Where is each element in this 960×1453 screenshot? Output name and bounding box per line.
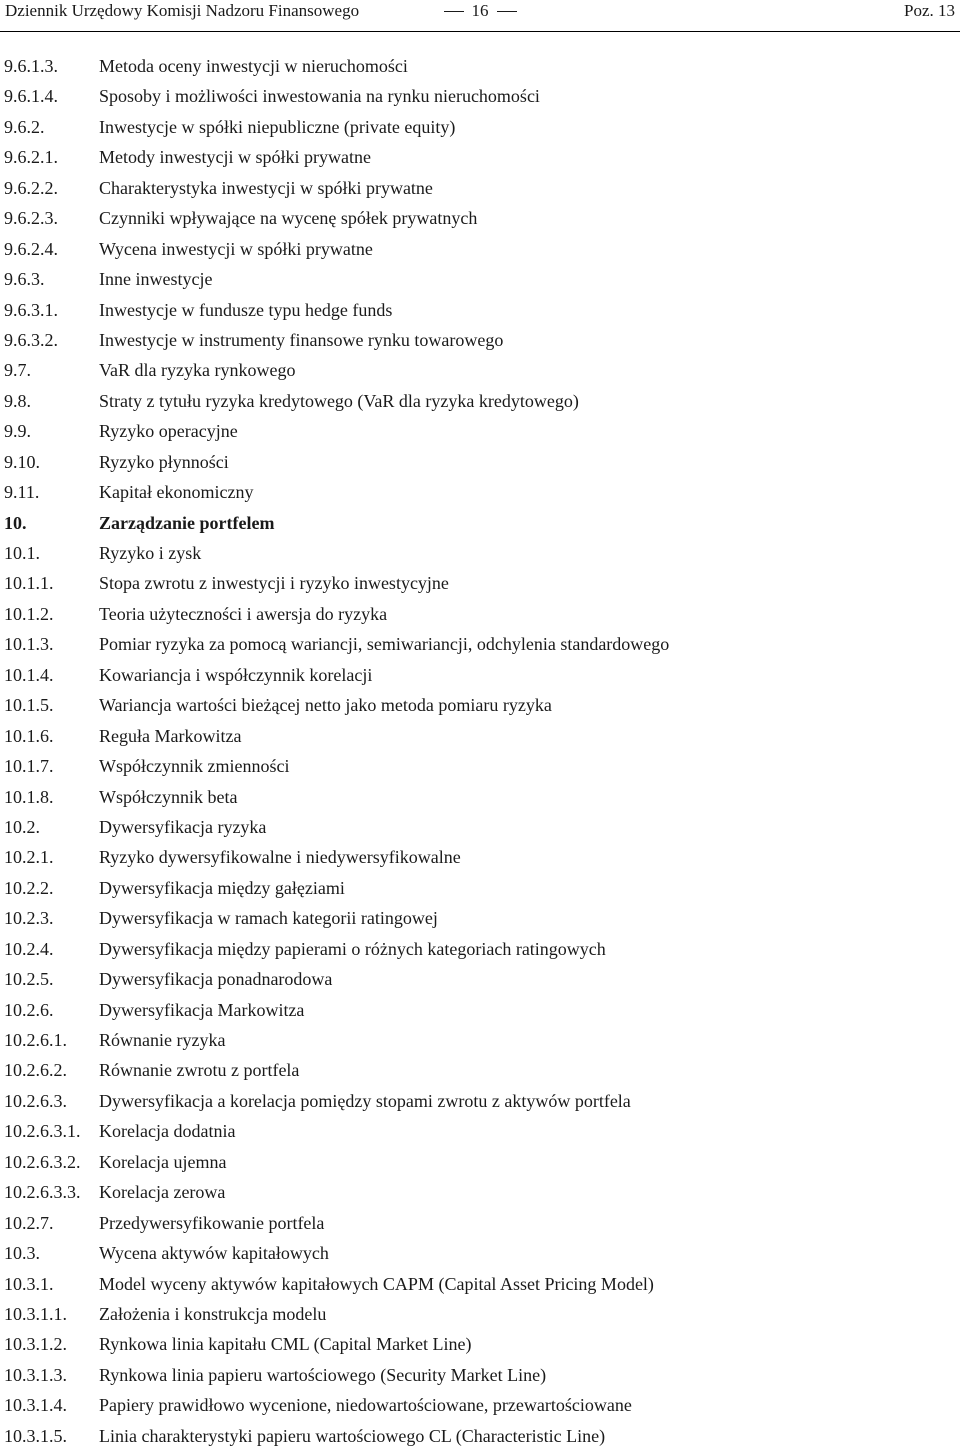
toc-entry-title: Założenia i konstrukcja modelu	[99, 1303, 327, 1324]
toc-entry-title: Ryzyko operacyjne	[99, 421, 238, 442]
toc-entry-number: 9.6.1.3.	[4, 56, 58, 76]
toc-entry-title: Czynniki wpływające na wycenę spółek prywatnych	[99, 208, 478, 229]
toc-entry-title: Rynkowa linia papieru wartościowego (Security Market Line)	[99, 1364, 547, 1385]
toc-entry	[0, 1027, 960, 1057]
toc-entry-number: 9.6.2.2.	[4, 177, 58, 198]
page-header	[0, 0, 960, 32]
toc-entry-title: Pomiar ryzyka za pomocą wariancji, semiwariancji, odchylenia standardowego	[99, 634, 670, 655]
toc-entry	[0, 479, 960, 509]
toc-entry-title: Ryzyko i zysk	[99, 543, 202, 563]
toc-entry	[0, 175, 960, 205]
toc-entry	[0, 905, 960, 935]
toc-entry	[0, 449, 960, 479]
toc-entry	[0, 997, 960, 1027]
toc-entry-number: 9.10.	[4, 451, 40, 472]
toc-entry	[0, 570, 960, 600]
toc-entry-title: Równanie ryzyka	[99, 1030, 226, 1050]
toc-entry-number: 10.3.	[4, 1243, 40, 1264]
toc-entry-number: 10.2.1.	[4, 847, 54, 868]
toc-entry	[0, 418, 960, 448]
toc-entry-number: 10.1.7.	[4, 756, 54, 777]
toc-entry-number: 10.3.1.5.	[4, 1425, 67, 1446]
toc-entry-number: 10.1.6.	[4, 725, 54, 746]
toc-entry-title: VaR dla ryzyka rynkowego	[99, 360, 296, 381]
toc-entry-title: Reguła Markowitza	[99, 725, 242, 746]
toc-entry	[0, 875, 960, 905]
toc-entry	[0, 784, 960, 814]
toc-entry-number: 10.2.6.	[4, 999, 54, 1020]
toc-entry-title: Rynkowa linia kapitału CML (Capital Market Line)	[99, 1334, 472, 1355]
toc-entry	[0, 205, 960, 235]
toc-entry	[0, 1271, 960, 1301]
toc-entry	[0, 753, 960, 783]
toc-entry-number: 10.2.6.3.	[4, 1090, 67, 1111]
toc-entry-number: 9.6.2.	[4, 116, 45, 137]
toc-entry-title: Korelacja zerowa	[99, 1182, 226, 1203]
toc-entry-number: 10.3.1.3.	[4, 1364, 67, 1385]
toc-entry-title: Metoda oceny inwestycji w nieruchomości	[99, 56, 408, 76]
table-of-contents	[0, 53, 960, 1453]
toc-entry-title: Współczynnik beta	[99, 786, 238, 807]
toc-entry-number: 10.2.3.	[4, 908, 54, 929]
toc-entry-number: 10.2.6.1.	[4, 1030, 67, 1050]
toc-entry-number: 9.8.	[4, 390, 31, 411]
toc-entry-number: 10.3.1.2.	[4, 1334, 67, 1355]
toc-entry-title: Inwestycje w instrumenty finansowe rynku towarowego	[99, 329, 504, 350]
toc-entry-number: 10.2.7.	[4, 1212, 54, 1233]
toc-entry-title: Kapitał ekonomiczny	[99, 482, 254, 503]
page-number-dash-right	[497, 11, 517, 12]
toc-entry-number: 10.2.2.	[4, 877, 54, 898]
toc-entry-number: 9.6.2.3.	[4, 208, 58, 229]
toc-entry-number: 10.2.6.2.	[4, 1060, 67, 1081]
toc-entry-number: 9.6.2.4.	[4, 238, 58, 259]
toc-entry	[0, 1240, 960, 1270]
toc-entry-title: Charakterystyka inwestycji w spółki prywatne	[99, 177, 433, 198]
toc-entry-title: Inwestycje w spółki niepubliczne (private equity)	[99, 116, 456, 137]
toc-entry-title: Wycena inwestycji w spółki prywatne	[99, 238, 373, 259]
position-number: Poz. 13	[904, 1, 955, 20]
toc-entry	[0, 297, 960, 327]
toc-entry	[0, 1423, 960, 1453]
toc-entry-number: 9.6.3.2.	[4, 329, 58, 350]
header-divider	[0, 31, 960, 32]
toc-entry-number: 10.1.8.	[4, 786, 54, 807]
toc-entry	[0, 1057, 960, 1087]
toc-entry	[0, 540, 960, 570]
toc-entry-number: 10.1.3.	[4, 634, 54, 655]
toc-entry-number: 10.2.6.3.3.	[4, 1182, 81, 1203]
toc-entry-title: Korelacja ujemna	[99, 1151, 227, 1172]
toc-entry-number: 10.1.5.	[4, 695, 54, 716]
toc-entry-title: Dywersyfikacja między gałęziami	[99, 877, 345, 898]
toc-entry-title: Kowariancja i współczynnik korelacji	[99, 664, 373, 685]
toc-entry-number: 9.6.3.1.	[4, 299, 58, 320]
toc-entry	[0, 936, 960, 966]
toc-entry-title: Wycena aktywów kapitałowych	[99, 1243, 329, 1264]
toc-entry-title: Dywersyfikacja a korelacja pomiędzy stopami zwrotu z aktywów portfela	[99, 1090, 631, 1111]
toc-entry	[0, 814, 960, 844]
toc-entry-title: Wariancja wartości bieżącej netto jako metoda pomiaru ryzyka	[99, 695, 552, 716]
toc-entry-title: Straty z tytułu ryzyka kredytowego (VaR dla ryzyka kredytowego)	[99, 390, 579, 411]
toc-entry-title: Współczynnik zmienności	[99, 756, 290, 777]
page-number-dash-left	[444, 11, 464, 12]
toc-entry-title: Teoria użyteczności i awersja do ryzyka	[99, 603, 388, 624]
toc-entry-number: 9.6.3.	[4, 269, 45, 290]
toc-entry	[0, 236, 960, 266]
toc-entry-title: Dywersyfikacja Markowitza	[99, 999, 305, 1020]
toc-entry-number: 9.6.2.1.	[4, 147, 58, 168]
toc-entry	[0, 662, 960, 692]
toc-entry-title: Dywersyfikacja w ramach kategorii ratingowej	[99, 908, 438, 929]
toc-entry	[0, 844, 960, 874]
toc-entry-number: 9.6.1.4.	[4, 86, 58, 107]
toc-entry	[0, 388, 960, 418]
toc-entry-number: 10.2.4.	[4, 938, 54, 959]
toc-entry	[0, 692, 960, 722]
toc-entry-number: 10.2.6.3.2.	[4, 1151, 81, 1172]
toc-entry-number: 10.1.1.	[4, 573, 54, 594]
toc-entry	[0, 357, 960, 387]
toc-entry-number: 10.3.1.1.	[4, 1303, 67, 1324]
toc-entry	[0, 723, 960, 753]
toc-entry	[0, 114, 960, 144]
toc-entry	[0, 1088, 960, 1118]
toc-entry	[0, 1210, 960, 1240]
toc-entry-title: Dywersyfikacja ponadnarodowa	[99, 969, 333, 990]
toc-entry-title: Zarządzanie portfelem	[99, 512, 275, 533]
toc-entry	[0, 1362, 960, 1392]
toc-entry-title: Korelacja dodatnia	[99, 1121, 236, 1142]
toc-entry-title: Inwestycje w fundusze typu hedge funds	[99, 299, 393, 320]
toc-entry	[0, 1301, 960, 1331]
toc-entry	[0, 1149, 960, 1179]
toc-entry	[0, 601, 960, 631]
toc-entry	[0, 83, 960, 113]
toc-entry-title: Ryzyko dywersyfikowalne i niedywersyfikowalne	[99, 847, 461, 868]
toc-entry	[0, 1392, 960, 1422]
toc-entry	[0, 53, 960, 83]
journal-title: Dziennik Urzędowy Komisji Nadzoru Finansowego	[5, 1, 360, 20]
toc-entry	[0, 327, 960, 357]
toc-entry-number: 10.3.1.	[4, 1273, 54, 1294]
toc-entry-title: Linia charakterystyki papieru wartościowego CL (Characteristic Line)	[99, 1425, 606, 1446]
toc-entry-number: 9.9.	[4, 421, 31, 442]
toc-entry	[0, 266, 960, 296]
toc-entry	[0, 631, 960, 661]
toc-entry	[0, 966, 960, 996]
toc-entry-number: 10.2.	[4, 816, 40, 837]
toc-entry-title: Papiery prawidłowo wycenione, niedowartościowane, przewartościowane	[99, 1395, 632, 1416]
toc-entry-number: 10.1.4.	[4, 664, 54, 685]
toc-entry-number: 10.1.	[4, 543, 40, 563]
toc-entry-title: Stopa zwrotu z inwestycji i ryzyko inwestycyjne	[99, 573, 449, 594]
page-number-text: 16	[471, 1, 489, 20]
toc-entry-number: 9.11.	[4, 482, 40, 503]
toc-entry-title: Dywersyfikacja ryzyka	[99, 816, 267, 837]
toc-entry	[0, 1179, 960, 1209]
toc-entry	[0, 510, 960, 540]
toc-entry-title: Przedywersyfikowanie portfela	[99, 1212, 325, 1233]
toc-entry-number: 10.	[4, 512, 27, 533]
toc-entry-number: 10.2.5.	[4, 969, 54, 990]
toc-entry-number: 9.7.	[4, 360, 31, 381]
toc-entry-title: Inne inwestycje	[99, 269, 213, 290]
toc-entry	[0, 144, 960, 174]
toc-entry-title: Metody inwestycji w spółki prywatne	[99, 147, 371, 168]
toc-entry-title: Model wyceny aktywów kapitałowych CAPM (Capital Asset Pricing Model)	[99, 1273, 654, 1294]
toc-entry-title: Dywersyfikacja między papierami o różnych kategoriach ratingowych	[99, 938, 606, 959]
toc-entry-number: 10.3.1.4.	[4, 1395, 67, 1416]
toc-entry	[0, 1331, 960, 1361]
toc-entry-title: Równanie zwrotu z portfela	[99, 1060, 300, 1081]
toc-entry-title: Sposoby i możliwości inwestowania na rynku nieruchomości	[99, 86, 540, 107]
toc-entry	[0, 1118, 960, 1148]
toc-entry-title: Ryzyko płynności	[99, 451, 229, 472]
toc-entry-number: 10.2.6.3.1.	[4, 1121, 81, 1142]
toc-entry-number: 10.1.2.	[4, 603, 54, 624]
page-number	[442, 0, 518, 22]
